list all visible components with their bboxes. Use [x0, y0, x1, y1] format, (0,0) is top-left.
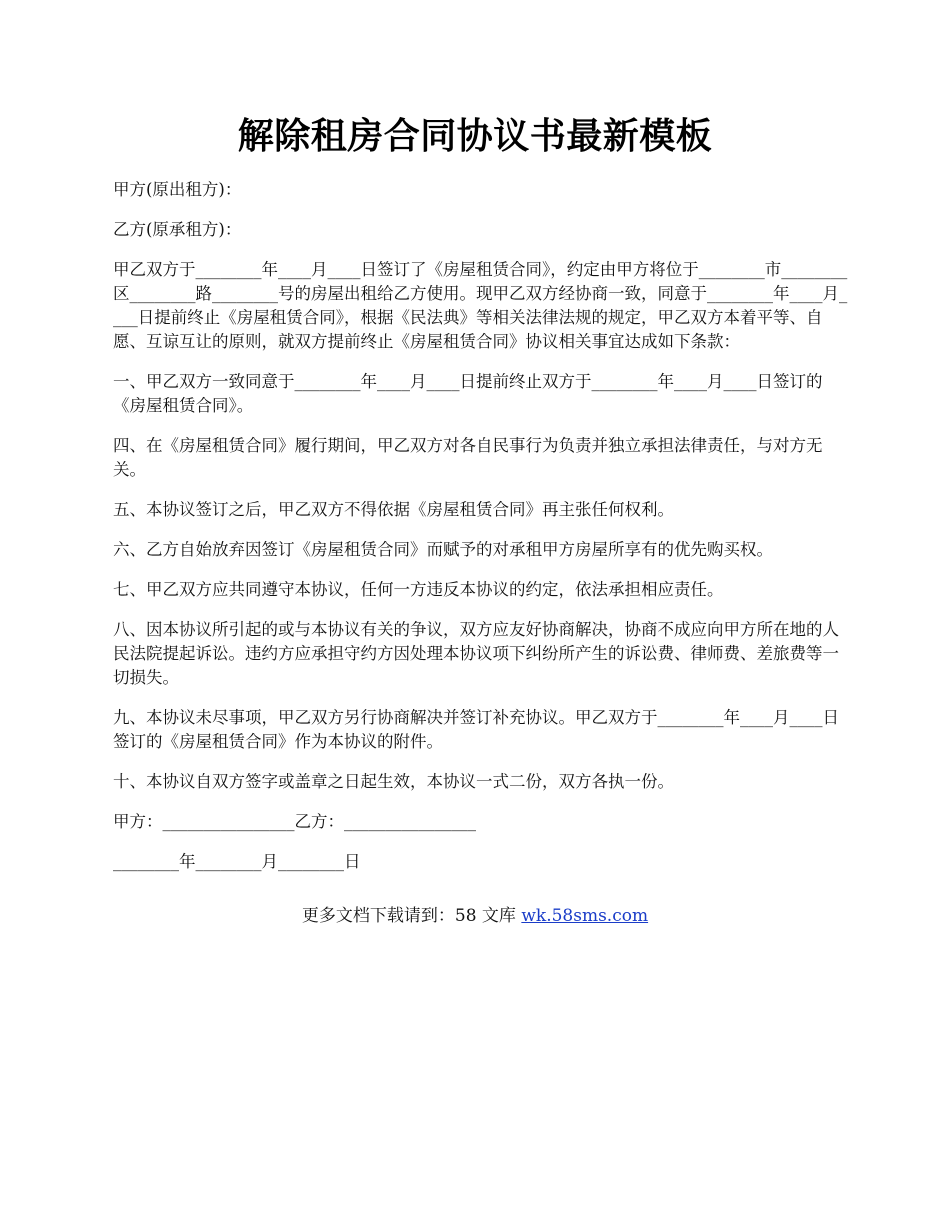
- party-b-line: 乙方(原承租方)：: [113, 220, 242, 239]
- signature-line: 甲方：________________乙方：________________: [113, 812, 476, 831]
- party-a-line: 甲方(原出租方)：: [113, 180, 242, 199]
- clause-1: 一、甲乙双方一致同意于________年____月____日提前终止双方于________年____月____日签订的《房屋租赁合同》。: [113, 372, 823, 415]
- intro-paragraph: 甲乙双方于________年____月____日签订了《房屋租赁合同》，约定由甲方将位于________市________区________路________号的房屋出租给乙方使用。现甲乙双方经协商一致，同意于________年____月____日提前终止《房屋租赁合同》，根据《民法典》等相关法律法规的规定，甲乙双方本着平等、自愿、互谅互让的原则，就双方提前终止《房屋租赁合同》协议相关事宜达成如下条款：: [113, 260, 848, 351]
- date-line: ________年________月________日: [113, 852, 361, 871]
- download-footer: [0, 903, 950, 929]
- clause-10: 十、本协议自双方签字或盖章之日起生效，本协议一式二份，双方各执一份。: [113, 772, 674, 791]
- clause-6: 六、乙方自始放弃因签订《房屋租赁合同》而赋予的对承租甲方房屋所享有的优先购买权。: [113, 540, 773, 559]
- document-title: 解除租房合同协议书最新模板: [237, 115, 713, 157]
- clause-8: 八、因本协议所引起的或与本协议有关的争议，双方应友好协商解决，协商不成应向甲方所在地的人民法院提起诉讼。违约方应承担守约方因处理本协议项下纠纷所产生的诉讼费、律师费、差旅费等一切损失。: [113, 620, 839, 687]
- clause-7: 七、甲乙双方应共同遵守本协议，任何一方违反本协议的约定，依法承担相应责任。: [113, 580, 724, 599]
- footer-text: 更多文档下载请到：58 文库: [301, 906, 522, 926]
- document-body: [113, 178, 853, 890]
- clause-5: 五、本协议签订之后，甲乙双方不得依据《房屋租赁合同》再主张任何权利。: [113, 500, 674, 519]
- clause-9: 九、本协议未尽事项，甲乙双方另行协商解决并签订补充协议。甲乙双方于________年____月____日签订的《房屋租赁合同》作为本协议的附件。: [113, 708, 839, 751]
- clause-4: 四、在《房屋租赁合同》履行期间，甲乙双方对各自民事行为负责并独立承担法律责任，与对方无关。: [113, 436, 823, 479]
- footer-link[interactable]: wk.58sms.com: [521, 906, 649, 926]
